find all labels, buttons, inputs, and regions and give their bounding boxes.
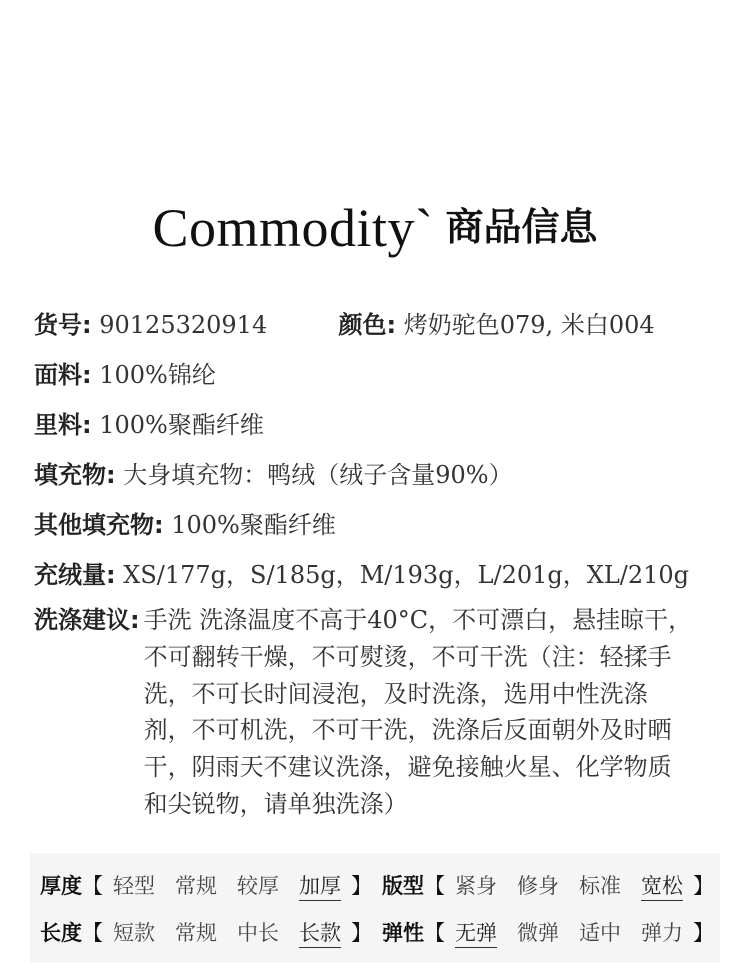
elasticity-option: 弹力 xyxy=(641,921,683,945)
attribute-row-2 xyxy=(40,912,714,952)
fit-option: 紧身 xyxy=(455,874,497,898)
bracket-close: 】 xyxy=(693,874,714,898)
elasticity-option: 无弹 xyxy=(455,917,497,948)
washing-line: 手洗 洗涤温度不高于40°C，不可漂白，悬挂晾干， xyxy=(143,606,693,634)
elasticity-group xyxy=(382,917,714,948)
bracket-open: 【 xyxy=(424,874,445,898)
length-option: 短款 xyxy=(113,921,155,945)
washing-line: 和尖锐物，请单独洗涤） xyxy=(143,789,408,818)
washing-row xyxy=(34,602,724,823)
bracket-open: 【 xyxy=(82,874,103,898)
fabric-label: 面料: xyxy=(34,361,92,389)
washing-line: 洗，不可长时间浸泡，及时洗涤，选用中性洗涤 xyxy=(143,679,648,708)
title-english: Commodity` xyxy=(152,198,434,258)
elasticity-label: 弹性 xyxy=(382,921,424,945)
fit-group xyxy=(382,870,714,901)
title-chinese: 商品信息 xyxy=(445,205,598,249)
fill-weight-label: 充绒量: xyxy=(34,561,116,589)
thickness-option: 加厚 xyxy=(299,870,341,901)
section-header xyxy=(0,196,750,259)
sku-value: 90125320914 xyxy=(99,311,268,339)
fit-option: 标准 xyxy=(579,874,621,898)
fit-option: 宽松 xyxy=(641,870,683,901)
fit-option: 修身 xyxy=(517,874,559,898)
length-group xyxy=(40,917,372,948)
elasticity-option: 微弹 xyxy=(517,921,559,945)
washing-line: 剂，不可机洗，不可干洗，洗涤后反面朝外及时晒 xyxy=(143,716,672,745)
other-filling-value: 100%聚酯纤维 xyxy=(171,511,336,539)
thickness-label: 厚度 xyxy=(40,874,82,898)
lining-label: 里料: xyxy=(34,411,92,439)
length-option: 长款 xyxy=(299,917,341,948)
washing-line: 干，阴雨天不建议洗涤，避免接触火星、化学物质 xyxy=(143,753,672,782)
filling-label: 填充物: xyxy=(34,461,116,489)
bracket-open: 【 xyxy=(424,921,445,945)
washing-line: 不可翻转干燥，不可熨烫，不可干洗（注：轻揉手 xyxy=(143,642,672,671)
bracket-open: 【 xyxy=(82,921,103,945)
sku-color-row xyxy=(34,300,724,350)
sku-label: 货号: xyxy=(34,311,92,339)
thickness-option: 常规 xyxy=(175,874,217,898)
fabric-row xyxy=(34,350,724,400)
lining-row xyxy=(34,400,724,450)
color-value: 烤奶驼色079, 米白004 xyxy=(403,311,655,339)
thickness-option: 较厚 xyxy=(237,874,279,898)
fill-weight-row xyxy=(34,550,724,600)
washing-instructions xyxy=(144,602,714,823)
filling-value: 大身填充物：鸭绒（绒子含量90%） xyxy=(123,461,513,489)
length-label: 长度 xyxy=(40,921,82,945)
fill-weight-value: XS/177g，S/185g，M/193g，L/201g，XL/210g xyxy=(123,561,690,589)
lining-value: 100%聚酯纤维 xyxy=(99,411,264,439)
elasticity-option: 适中 xyxy=(579,921,621,945)
bracket-close: 】 xyxy=(351,921,372,945)
fit-label: 版型 xyxy=(382,874,424,898)
length-option: 中长 xyxy=(237,921,279,945)
fabric-value: 100%锦纶 xyxy=(99,361,216,389)
thickness-option: 轻型 xyxy=(113,874,155,898)
attribute-panel xyxy=(30,853,720,963)
bracket-close: 】 xyxy=(693,921,714,945)
attribute-row-1 xyxy=(40,865,714,905)
bracket-close: 】 xyxy=(351,874,372,898)
filling-row xyxy=(34,450,724,500)
thickness-group xyxy=(40,870,372,901)
product-info xyxy=(34,300,724,823)
color-label: 颜色: xyxy=(338,311,397,339)
other-filling-label: 其他填充物: xyxy=(34,511,164,539)
other-filling-row xyxy=(34,500,724,550)
washing-label: 洗涤建议: xyxy=(34,606,140,634)
length-option: 常规 xyxy=(175,921,217,945)
